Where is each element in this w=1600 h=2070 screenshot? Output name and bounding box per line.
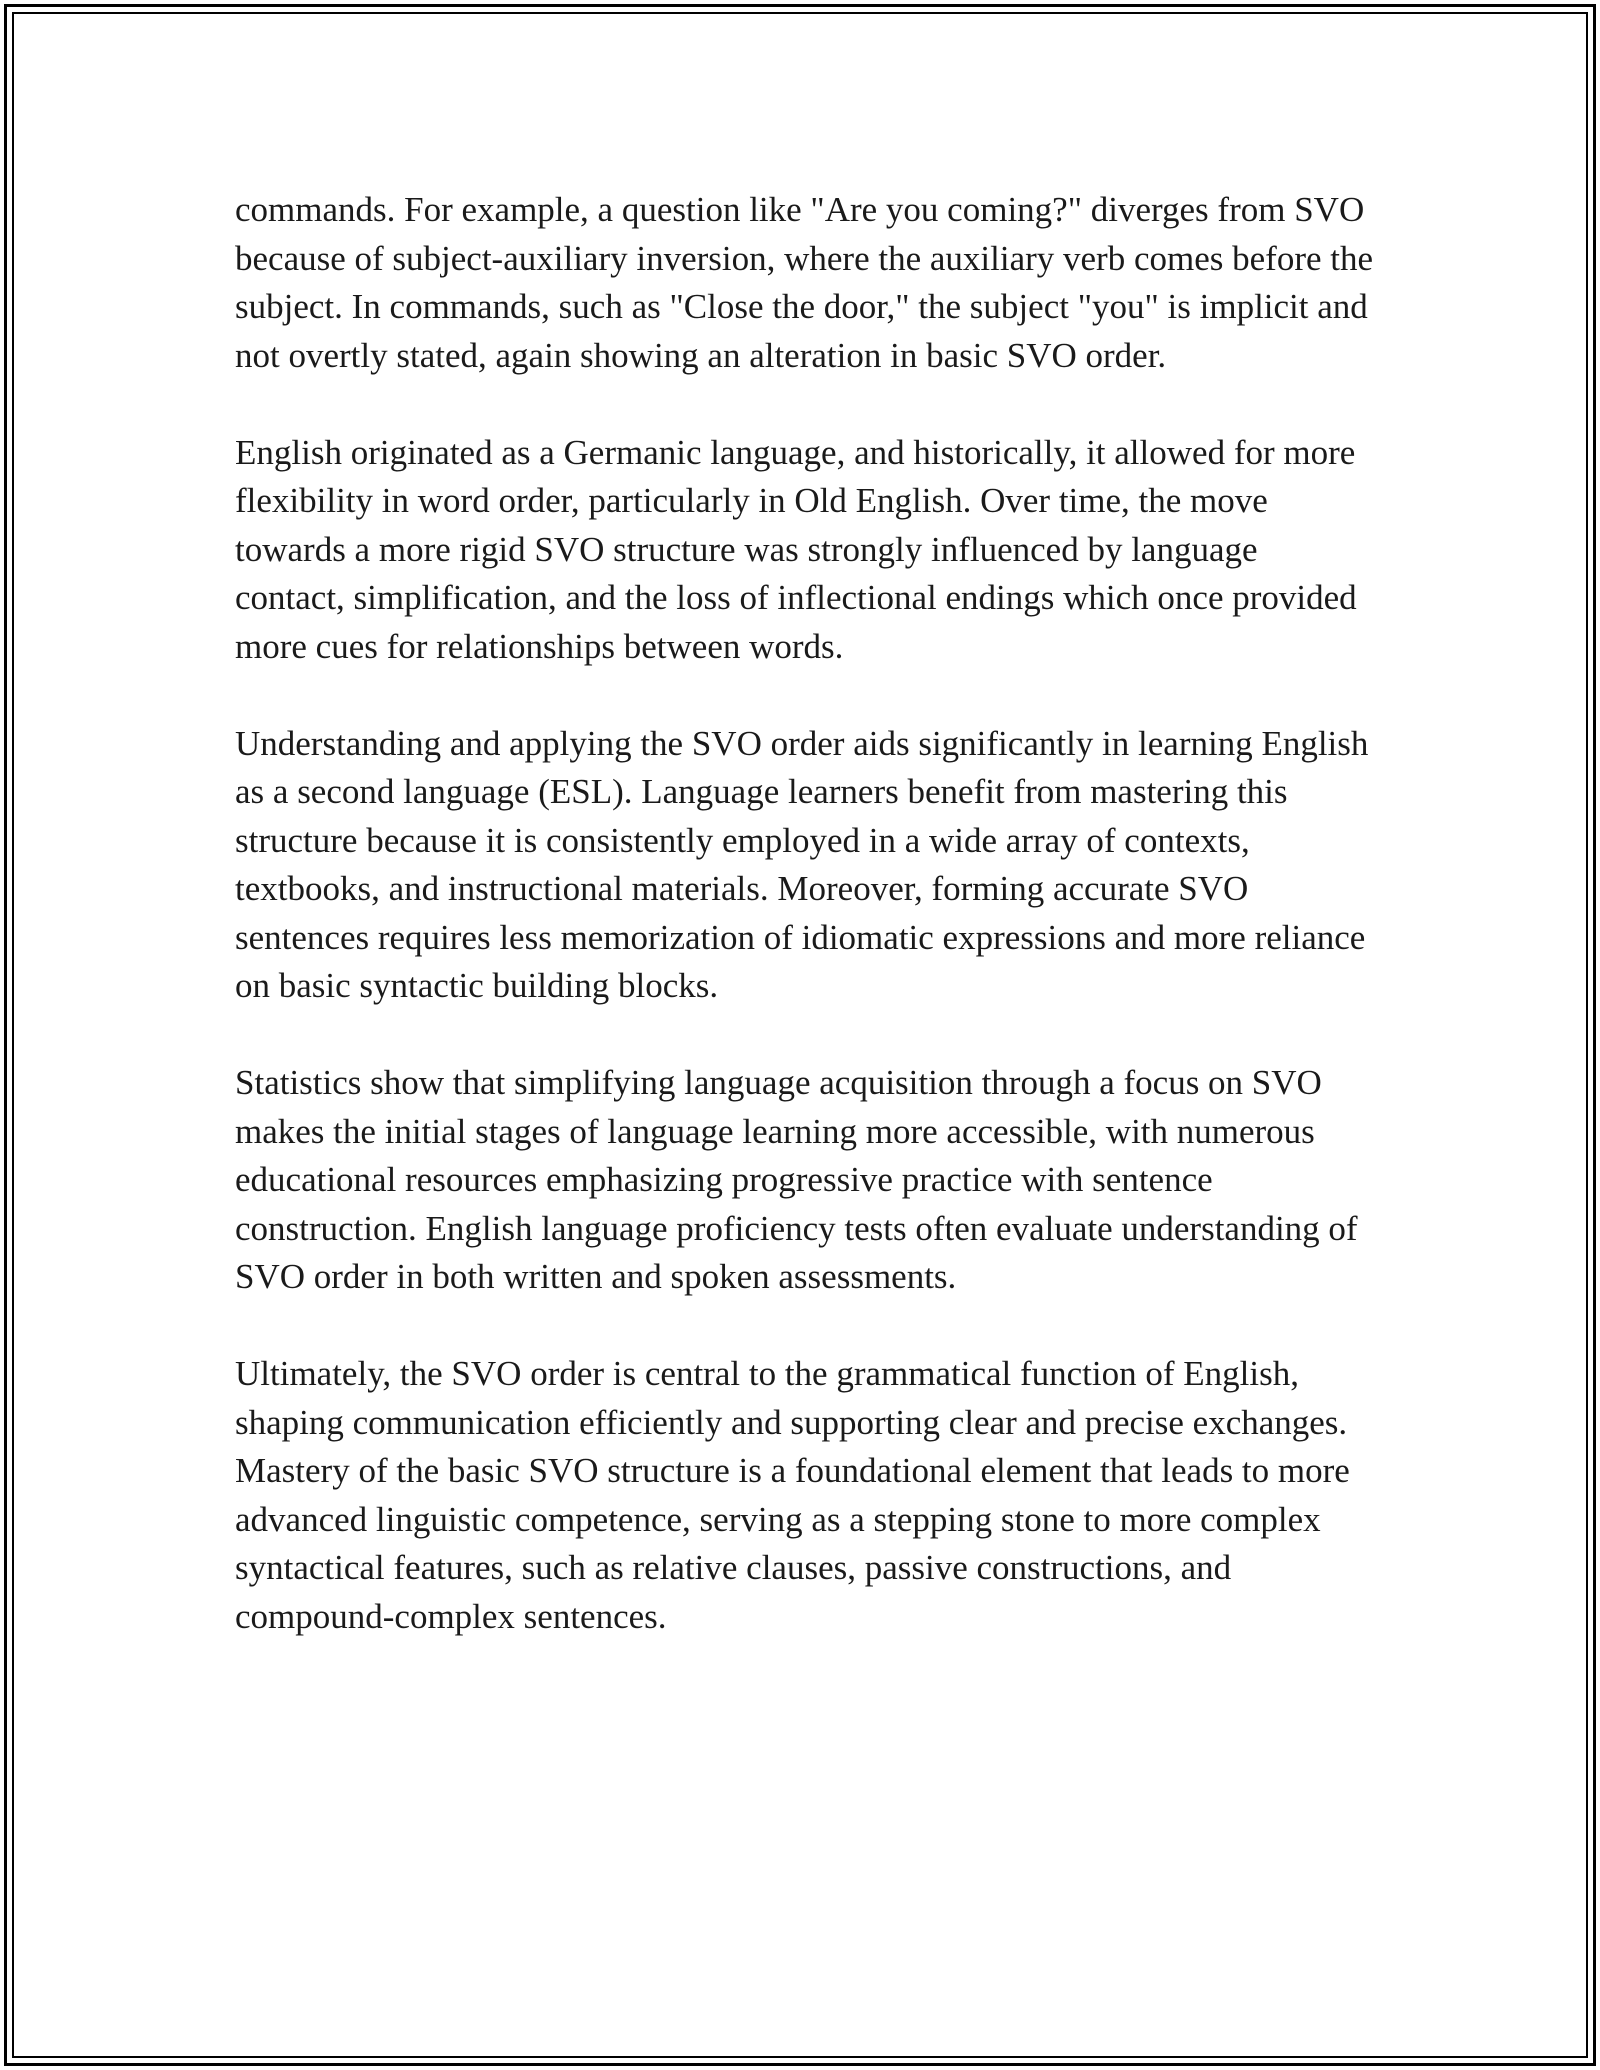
paragraph-history: English originated as a Germanic language, and historically, it allowed for more flexibility in word order, particularly in Old English. Over time, the move towards a more rigid SVO structure was strongly influenced by language contact, simplification, and the loss of inflectional endings which once provided more cues for relationships between words. <box>235 432 1357 666</box>
paragraph-conclusion: Ultimately, the SVO order is central to the grammatical function of English, shaping communication efficiently and supporting clear and precise exchanges. Mastery of the basic SVO structure is a foundational element that leads to more advanced linguistic competence, serving as a stepping stone to more complex syntactical features, such as relative clauses, passive constructions, and compound-complex sentences. <box>235 1354 1350 1636</box>
paragraph-esl: Understanding and applying the SVO order aids significantly in learning English as a second language (ESL). Language learners benefit from mastering this structure because it is consistently employed in a wide array of contexts, textbooks, and instructional materials. Moreover, forming accurate SVO sentences requires less memorization of idiomatic expressions and more reliance on basic syntactic building blocks. <box>235 723 1369 1005</box>
paragraph-statistics: Statistics show that simplifying language acquisition through a focus on SVO makes the initial stages of language learning more accessible, with numerous educational resources emphasizing progressive practice with sentence construction. English language proficiency tests often evaluate understanding of SVO order in both written and spoken assessments. <box>235 1063 1358 1296</box>
paragraph-sentence-variations: commands. For example, a question like "Are you coming?" diverges from SVO because of subject-auxiliary inversion, where the auxiliary verb comes before the subject. In commands, such as "Close the door," the subject "you" is implicit and not overtly stated, again showing an alteration in basic SVO order. <box>235 190 1374 375</box>
document-body <box>235 186 1375 1690</box>
